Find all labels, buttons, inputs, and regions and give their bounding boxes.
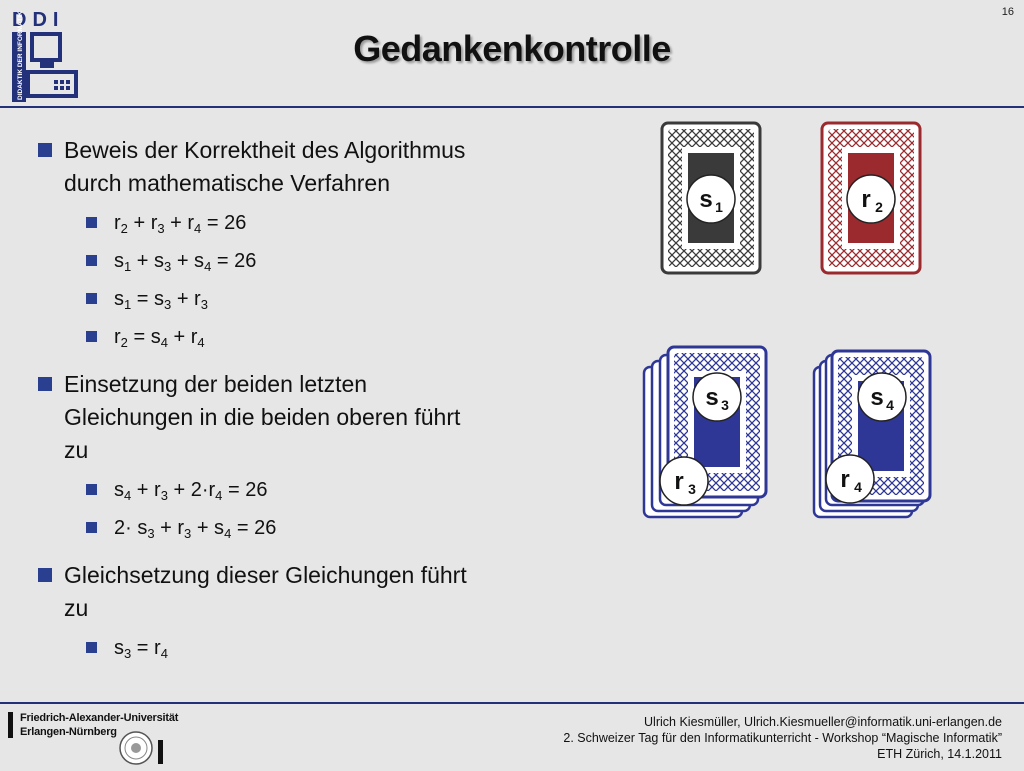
card-r2 xyxy=(822,123,920,273)
sub-bullet-icon xyxy=(86,255,97,266)
card-s1 xyxy=(662,123,760,273)
sub-bullet-icon xyxy=(86,217,97,228)
bullet-2 xyxy=(36,368,596,467)
card-r2-sub: 2 xyxy=(875,199,883,215)
slide-content xyxy=(36,134,596,667)
card-s4-sub: 4 xyxy=(886,397,894,413)
card-s3-sub: 3 xyxy=(721,397,729,413)
university-line2: Erlangen-Nürnberg xyxy=(20,726,117,738)
bullet-3-line1: Gleichsetzung dieser Gleichungen führt xyxy=(64,562,467,588)
card-s1-sub: 1 xyxy=(715,199,723,215)
page-number: 16 xyxy=(1001,6,1014,18)
university-line1: Friedrich-Alexander-Universität xyxy=(20,712,179,724)
card-r3-sub: 3 xyxy=(688,481,696,497)
slide-title: Gedankenkontrolle xyxy=(353,28,671,69)
equation-r2-r3-r4: $r_2 + r_3 + r_4 = 26$ xyxy=(36,204,596,242)
card-s1-letter: s xyxy=(699,186,713,213)
equation-s1-s3-s4: $s_1 + s_3 + s_4 = 26$ xyxy=(36,242,596,280)
bullet-3 xyxy=(36,559,596,625)
card-s4-letter: s xyxy=(870,384,884,411)
card-r4-sub: 4 xyxy=(854,479,862,495)
sub-bullet-icon xyxy=(86,484,97,495)
footer-author: Ulrich Kiesmüller, Ulrich.Kiesmueller@informatik.uni-erlangen.de xyxy=(644,715,1002,729)
sub-bullet-icon xyxy=(86,331,97,342)
equation-s3-r4: $s_3 = r_4$ xyxy=(36,629,596,667)
equation-2s3-r3-s4: $2\cdot s_3 + r_3 + s_4 = 26$ xyxy=(36,509,596,547)
header-divider xyxy=(0,106,1024,108)
card-stack-s3-r3 xyxy=(644,347,766,517)
bullet-square-icon xyxy=(38,377,52,391)
card-s3-letter: s xyxy=(705,384,719,411)
footer-credits xyxy=(563,714,1002,762)
bullet-2-line1: Einsetzung der beiden letzten xyxy=(64,371,368,397)
ddi-letters: DDI xyxy=(12,9,65,31)
equation-s1-equals: $s_1 = s_3 + r_3$ xyxy=(36,280,596,318)
bullet-1-line2: durch mathematische Verfahren xyxy=(64,170,391,196)
card-stack-s4-r4 xyxy=(814,351,930,517)
bullet-3-line2: zu xyxy=(64,595,89,621)
ddi-vertical-text: DIDAKTIK DER INFORMATIK xyxy=(17,11,24,100)
card-r2-letter: r xyxy=(861,186,871,213)
card-r3-letter: r xyxy=(674,468,684,495)
sub-bullet-icon xyxy=(86,522,97,533)
footer-event: 2. Schweizer Tag für den Informatikunterricht - Workshop “Magische Informatik” xyxy=(563,731,1002,745)
equation-r2-equals: $r_2 = s_4 + r_4$ xyxy=(36,318,596,356)
university-name xyxy=(20,711,178,739)
bullet-square-icon xyxy=(38,568,52,582)
bullet-1-line1: Beweis der Korrektheit des Algorithmus xyxy=(64,137,466,163)
equation-s4-r3-r4: $s_4 + r_3 + 2\cdot r_4 = 26$ xyxy=(36,471,596,509)
bullet-square-icon xyxy=(38,143,52,157)
card-r4-letter: r xyxy=(840,466,850,493)
sub-bullet-icon xyxy=(86,642,97,653)
card-illustration xyxy=(620,115,1000,535)
bullet-1 xyxy=(36,134,596,200)
bullet-2-line2: Gleichungen in die beiden oberen führt xyxy=(64,404,461,430)
bullet-2-line3: zu xyxy=(64,437,89,463)
footer-location-date: ETH Zürich, 14.1.2011 xyxy=(877,747,1002,761)
footer-divider xyxy=(0,702,1024,704)
sub-bullet-icon xyxy=(86,293,97,304)
